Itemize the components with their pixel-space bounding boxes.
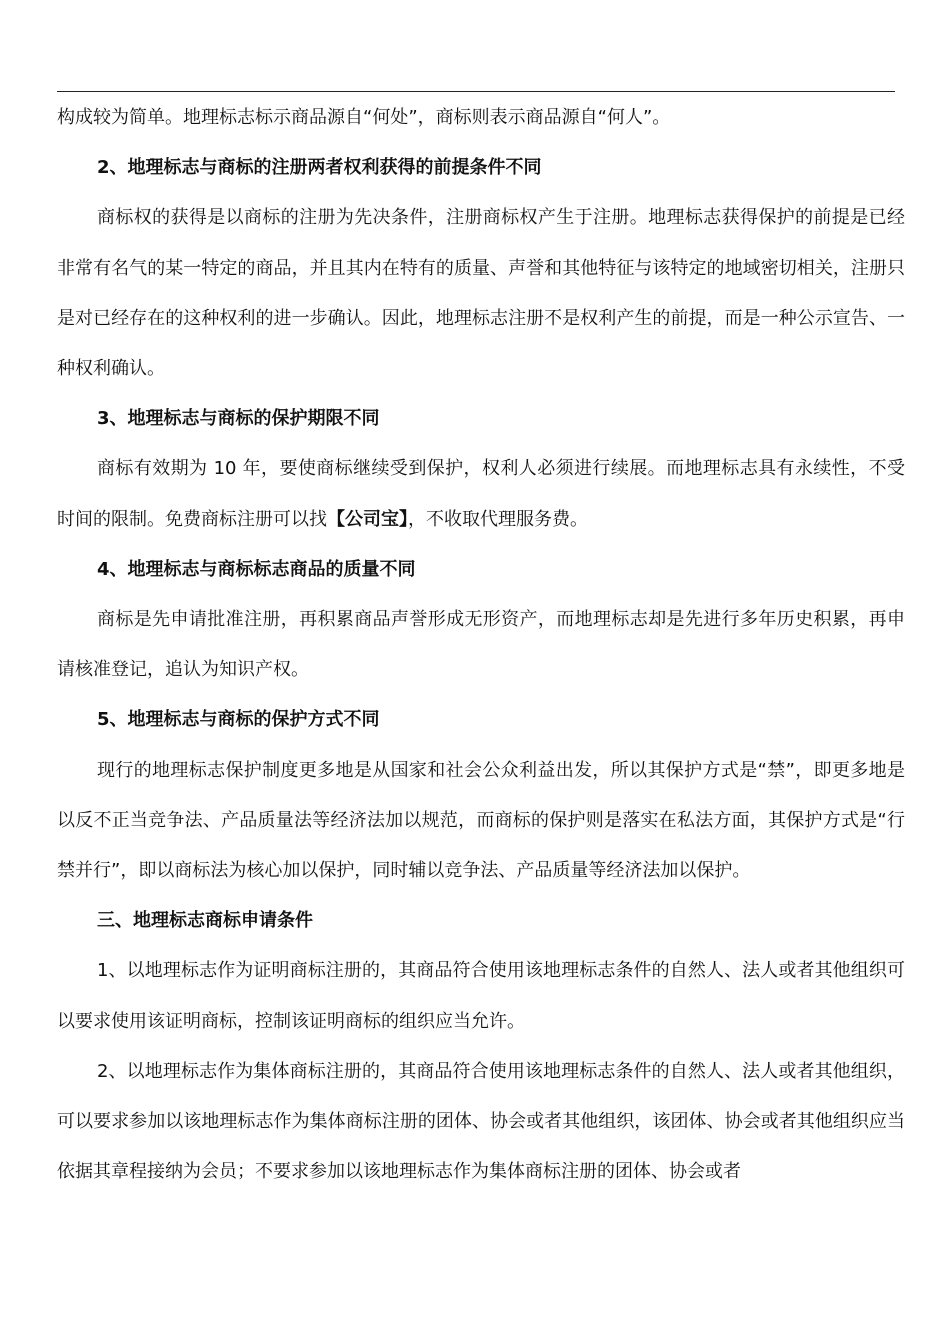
paragraph-protection-term	[57, 444, 905, 544]
paragraph-protection-method: 现行的地理标志保护制度更多地是从国家和社会公众利益出发，所以其保护方式是“禁”，即更多地是以反不正当竞争法、产品质量法等经济法加以规范，而商标的保护则是落实在私法方面，其保护方式是“行禁并行”，即以商标法为核心加以保护，同时辅以竞争法、产品质量等经济法加以保护。	[57, 759, 905, 882]
paragraph-continuation: 构成较为简单。地理标志标示商品源自“何处”，商标则表示商品源自“何人”。	[57, 107, 671, 128]
paragraph-condition-1: 1、以地理标志作为证明商标注册的，其商品符合使用该地理标志条件的自然人、法人或者其他组织可以要求使用该证明商标，控制该证明商标的组织应当允许。	[57, 960, 905, 1032]
header-rule	[57, 91, 895, 92]
section-heading-2: 2、地理标志与商标的注册两者权利获得的前提条件不同	[97, 157, 542, 179]
document-body	[57, 93, 905, 1197]
section-heading-3: 3、地理标志与商标的保护期限不同	[97, 408, 380, 430]
paragraph-registration: 商标权的获得是以商标的注册为先决条件，注册商标权产生于注册。地理标志获得保护的前提是已经非常有名气的某一特定的商品，并且其内在特有的质量、声誉和其他特征与该特定的地域密切相关，注册只是对已经存在的这种权利的进一步确认。因此，地理标志注册不是权利产生的前提，而是一种公示宣告、一种权利确认。	[57, 207, 905, 380]
section-heading-three: 三、地理标志商标申请条件	[97, 910, 313, 932]
paragraph-protection-term-after: ，不收取代理服务费。	[408, 508, 588, 530]
company-name-highlight: 【公司宝】	[327, 508, 408, 530]
section-heading-5: 5、地理标志与商标的保护方式不同	[97, 709, 380, 731]
paragraph-quality: 商标是先申请批准注册，再积累商品声誉形成无形资产，而地理标志却是先进行多年历史积累，再申请核准登记，追认为知识产权。	[57, 609, 905, 681]
paragraph-protection-term-before: 商标有效期为 10 年，要使商标继续受到保护，权利人必须进行续展。而地理标志具有永续性，不受时间的限制。免费商标注册可以找	[57, 458, 905, 530]
paragraph-condition-2: 2、以地理标志作为集体商标注册的，其商品符合使用该地理标志条件的自然人、法人或者其他组织，可以要求参加以该地理标志作为集体商标注册的团体、协会或者其他组织，该团体、协会或者其他组织应当依据其章程接纳为会员；不要求参加以该地理标志作为集体商标注册的团体、协会或者	[57, 1060, 905, 1183]
section-heading-4: 4、地理标志与商标标志商品的质量不同	[97, 558, 416, 580]
